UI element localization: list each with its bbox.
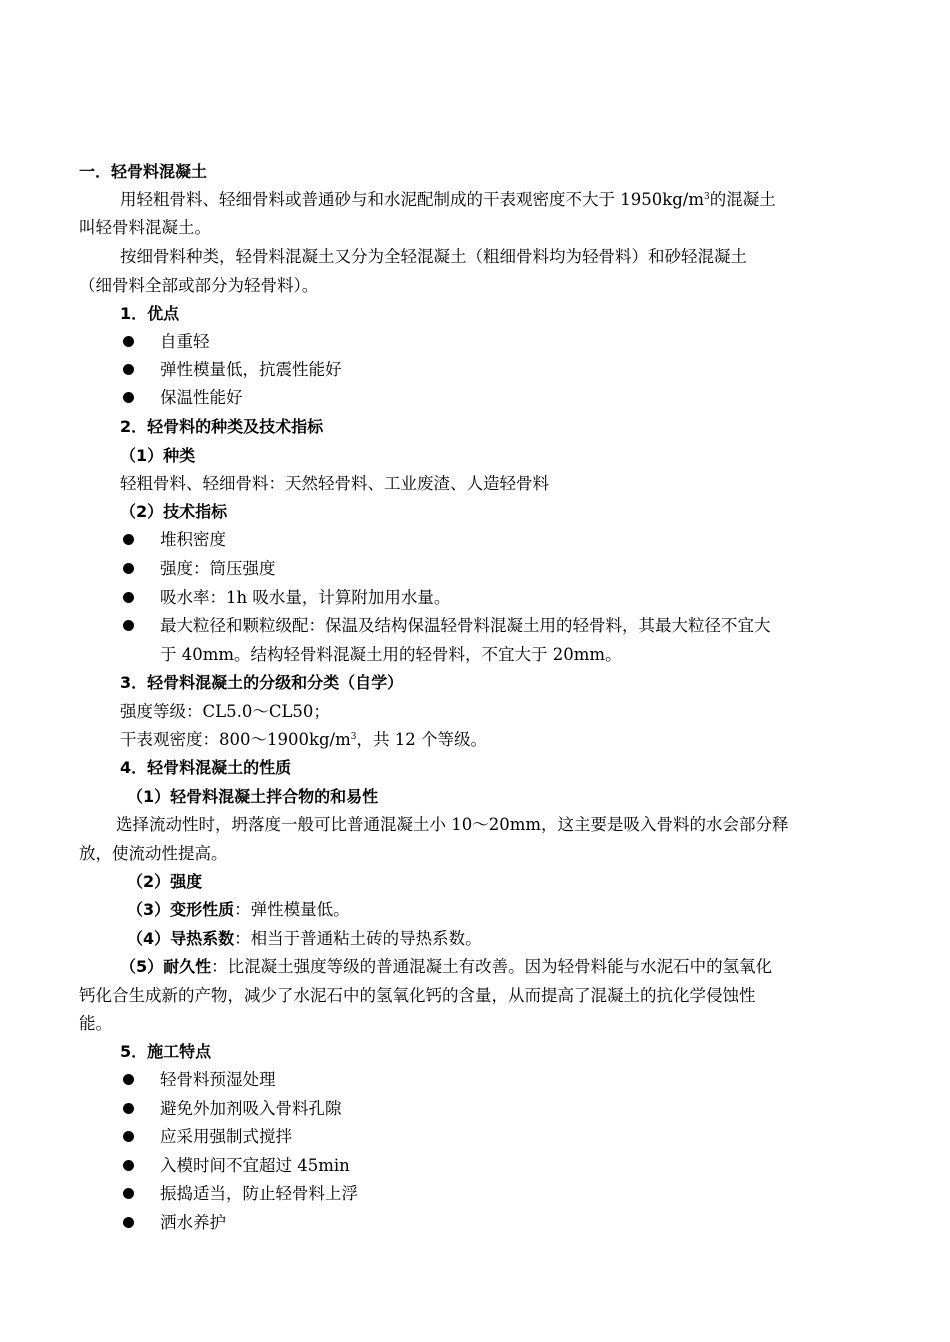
bullet-icon <box>123 592 134 603</box>
list-item: 保温性能好 <box>160 388 243 407</box>
bullet-icon <box>123 563 134 574</box>
list-item-continuation: 于 40mm。结构轻骨料混凝土用的轻骨料，不宜大于 20mm。 <box>160 645 622 664</box>
classification-line-1: 按细骨料种类，轻骨料混凝土又分为全轻混凝土（粗细骨料均为轻骨料）和砂轻混凝土 <box>120 247 747 266</box>
heading-advantages: 1．优点 <box>120 304 180 323</box>
list-item: 入模时间不宜超过 45min <box>160 1156 350 1175</box>
bullet-icon <box>123 1160 134 1171</box>
bullet-icon <box>123 534 134 545</box>
durability-line-1: （5）耐久性：比混凝土强度等级的普通混凝土有改善。因为轻骨料能与水泥石中的氢氧化 <box>120 957 773 976</box>
deformation-line: （3）变形性质：弹性模量低。 <box>127 900 350 919</box>
classification-line-2: （细骨料全部或部分为轻骨料）。 <box>79 276 319 295</box>
heading-grading: 3．轻骨料混凝土的分级和分类（自学） <box>120 673 404 692</box>
list-item: 强度：筒压强度 <box>160 559 276 578</box>
subheading-types: （1）种类 <box>120 446 196 465</box>
heading-construction: 5．施工特点 <box>120 1042 212 1061</box>
list-item: 洒水养护 <box>160 1213 226 1232</box>
bullet-icon <box>123 1074 134 1085</box>
bullet-icon <box>123 336 134 347</box>
durability-line-3: 能。 <box>79 1014 112 1033</box>
strength-grade-line: 强度等级：CL5.0～CL50； <box>120 702 330 721</box>
density-grade-line: 干表观密度：$800\sim 1900kg/m^3$，共 12 个等级。 <box>120 730 487 749</box>
bullet-icon <box>123 1103 134 1114</box>
list-item: 弹性模量低，抗震性能好 <box>160 360 342 379</box>
bullet-icon <box>123 620 134 631</box>
list-item: 堆积密度 <box>160 530 226 549</box>
bullet-icon <box>123 1188 134 1199</box>
bullet-icon <box>123 392 134 403</box>
list-item: 最大粒径和颗粒级配：保温及结构保温轻骨料混凝土用的轻骨料，其最大粒径不宜大 <box>160 616 771 635</box>
types-text: 轻粗骨料、轻细骨料：天然轻骨料、工业废渣、人造轻骨料 <box>120 474 549 493</box>
bullet-icon <box>123 1217 134 1228</box>
thermal-conductivity-line: （4）导热系数：相当于普通粘土砖的导热系数。 <box>127 929 482 948</box>
section-title: 一．轻骨料混凝土 <box>79 162 208 181</box>
workability-line-2: 放，使流动性提高。 <box>79 844 228 863</box>
list-item: 吸水率：1h 吸水量，计算附加用水量。 <box>160 588 451 607</box>
bullet-icon <box>123 364 134 375</box>
heading-properties: 4．轻骨料混凝土的性质 <box>120 758 292 777</box>
list-item: 轻骨料预湿处理 <box>160 1070 276 1089</box>
definition-line-2: 叫轻骨料混凝土。 <box>79 218 211 237</box>
heading-types-indices: 2．轻骨料的种类及技术指标 <box>120 417 324 436</box>
list-item: 振捣适当，防止轻骨料上浮 <box>160 1184 358 1203</box>
list-item: 自重轻 <box>160 332 210 351</box>
workability-line-1: 选择流动性时，坍落度一般可比普通混凝土小 10～20mm，这主要是吸入骨料的水会部分释 <box>116 815 789 834</box>
durability-line-2: 钙化合生成新的产物，减少了水泥石中的氢氧化钙的含量，从而提高了混凝土的抗化学侵蚀性 <box>79 986 756 1005</box>
list-item: 应采用强制式搅拌 <box>160 1127 292 1146</box>
subheading-indices: （2）技术指标 <box>120 502 228 521</box>
list-item: 避免外加剂吸入骨料孔隙 <box>160 1099 342 1118</box>
subheading-workability: （1）轻骨料混凝土拌合物的和易性 <box>127 787 379 806</box>
subheading-strength: （2）强度 <box>127 872 203 891</box>
definition-line-1: 用轻粗骨料、轻细骨料或普通砂与和水泥配制成的干表观密度不大于 $1950kg/m^3$的混凝土 <box>120 190 776 209</box>
bullet-icon <box>123 1131 134 1142</box>
